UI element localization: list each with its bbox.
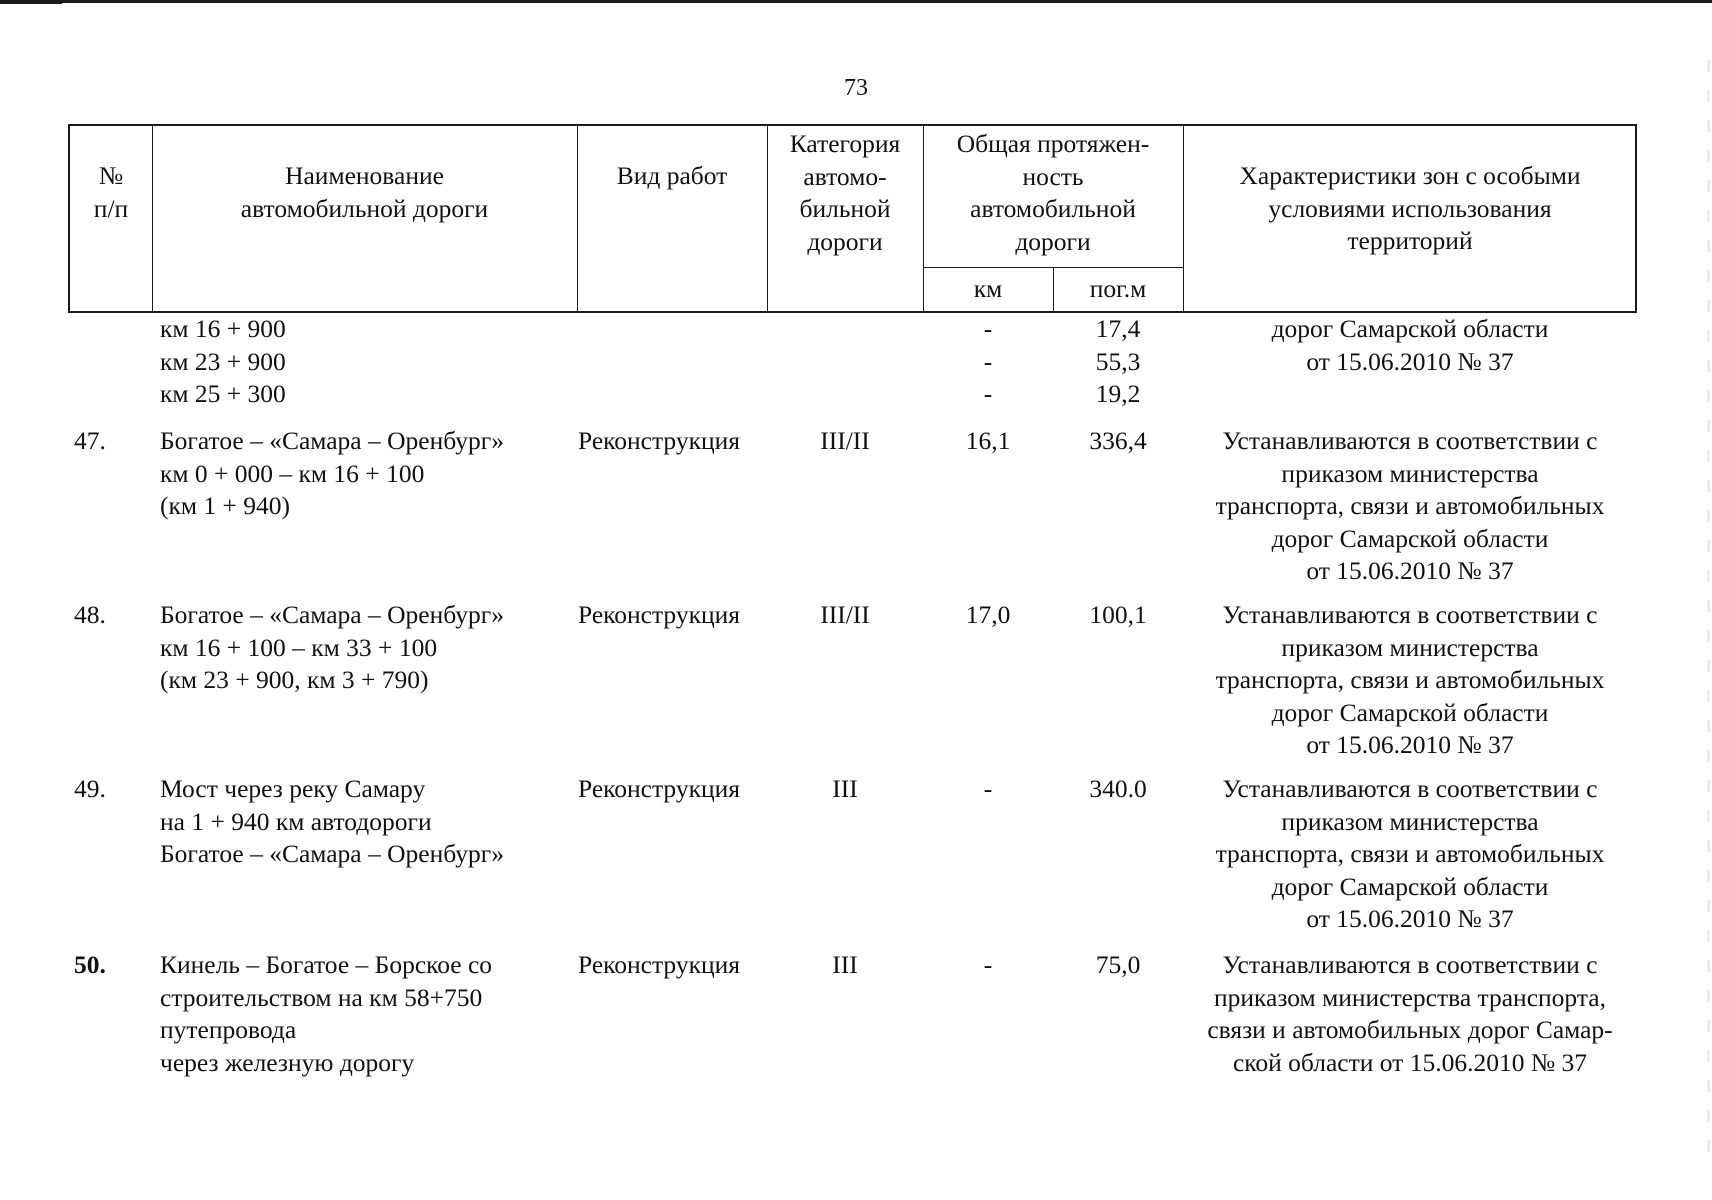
page-number: 73: [844, 75, 868, 101]
road-name: Кинель – Богатое – Борское со строительством на км 58+750 путепровода через железную дорогу: [160, 950, 493, 1077]
road-name: км 16 + 900 км 23 + 900 км 25 + 300: [160, 314, 286, 408]
row-number: 47.: [74, 426, 106, 455]
row-number: 48.: [74, 600, 106, 629]
length-km: -: [983, 774, 993, 803]
header-category: Категория автомо- бильной дороги: [789, 129, 901, 256]
row-number: 49.: [74, 774, 106, 803]
road-name: Богатое – «Самара – Оренбург» км 16 + 100 – км 33 + 100 (км 23 + 900, км 3 + 790): [160, 600, 504, 694]
header-road-name: Наименование автомобильной дороги: [240, 161, 489, 223]
row-number: 50.: [74, 950, 106, 979]
length-km: - - -: [983, 314, 993, 408]
header-linear-m: пог.м: [1089, 274, 1147, 303]
road-name: Мост через реку Самару на 1 + 940 км автодороги Богатое – «Самара – Оренбург»: [160, 774, 504, 868]
work-type: Реконструкция: [578, 774, 741, 803]
header-characteristics: Характеристики зон с особыми условиями использования территорий: [1239, 161, 1581, 255]
header-subdivider: [923, 267, 1183, 268]
table-header: [68, 124, 1637, 313]
length-km: 17,0: [965, 600, 1011, 629]
length-m: 75,0: [1095, 950, 1141, 979]
road-category: III/II: [820, 426, 870, 455]
header-num: № п/п: [93, 161, 129, 223]
road-category: III: [832, 950, 858, 979]
zone-characteristics: Устанавливаются в соответствии с приказом министерства транспорта, связи и автомобильных дорог Самарской области от 15.06.2010 № 37: [1215, 774, 1605, 933]
header-km: км: [973, 274, 1003, 303]
length-km: -: [983, 950, 993, 979]
length-m: 336,4: [1089, 426, 1147, 455]
road-category: III/II: [820, 600, 870, 629]
road-category: III: [832, 774, 858, 803]
top-border-corner: [0, 0, 62, 4]
zone-characteristics: Устанавливаются в соответствии с приказом министерства транспорта, связи и автомобильных дорог Самарской области от 15.06.2010 № 37: [1215, 426, 1605, 585]
work-type: Реконструкция: [578, 600, 741, 629]
length-m: 17,4 55,3 19,2: [1095, 314, 1141, 408]
zone-characteristics: Устанавливаются в соответствии с приказом министерства транспорта, связи и автомобильных дорог Самарской области от 15.06.2010 № 37: [1215, 600, 1605, 759]
zone-characteristics: Устанавливаются в соответствии с приказом министерства транспорта, связи и автомобильных дорог Самар- ской области от 15.06.2010 № 37: [1207, 950, 1613, 1077]
zone-characteristics: дорог Самарской области от 15.06.2010 № 37: [1271, 314, 1549, 376]
header-total-length: Общая протяжен- ность автомобильной дороги: [956, 129, 1150, 256]
length-m: 100,1: [1089, 600, 1147, 629]
length-km: 16,1: [965, 426, 1011, 455]
header-work-type: Вид работ: [616, 161, 728, 190]
scan-edge-mark: [1707, 60, 1710, 1160]
work-type: Реконструкция: [578, 426, 741, 455]
road-name: Богатое – «Самара – Оренбург» км 0 + 000 – км 16 + 100 (км 1 + 940): [160, 426, 504, 520]
length-m: 340.0: [1089, 774, 1147, 803]
work-type: Реконструкция: [578, 950, 741, 979]
header-divider: [577, 126, 578, 311]
top-border-line: [0, 0, 1712, 3]
